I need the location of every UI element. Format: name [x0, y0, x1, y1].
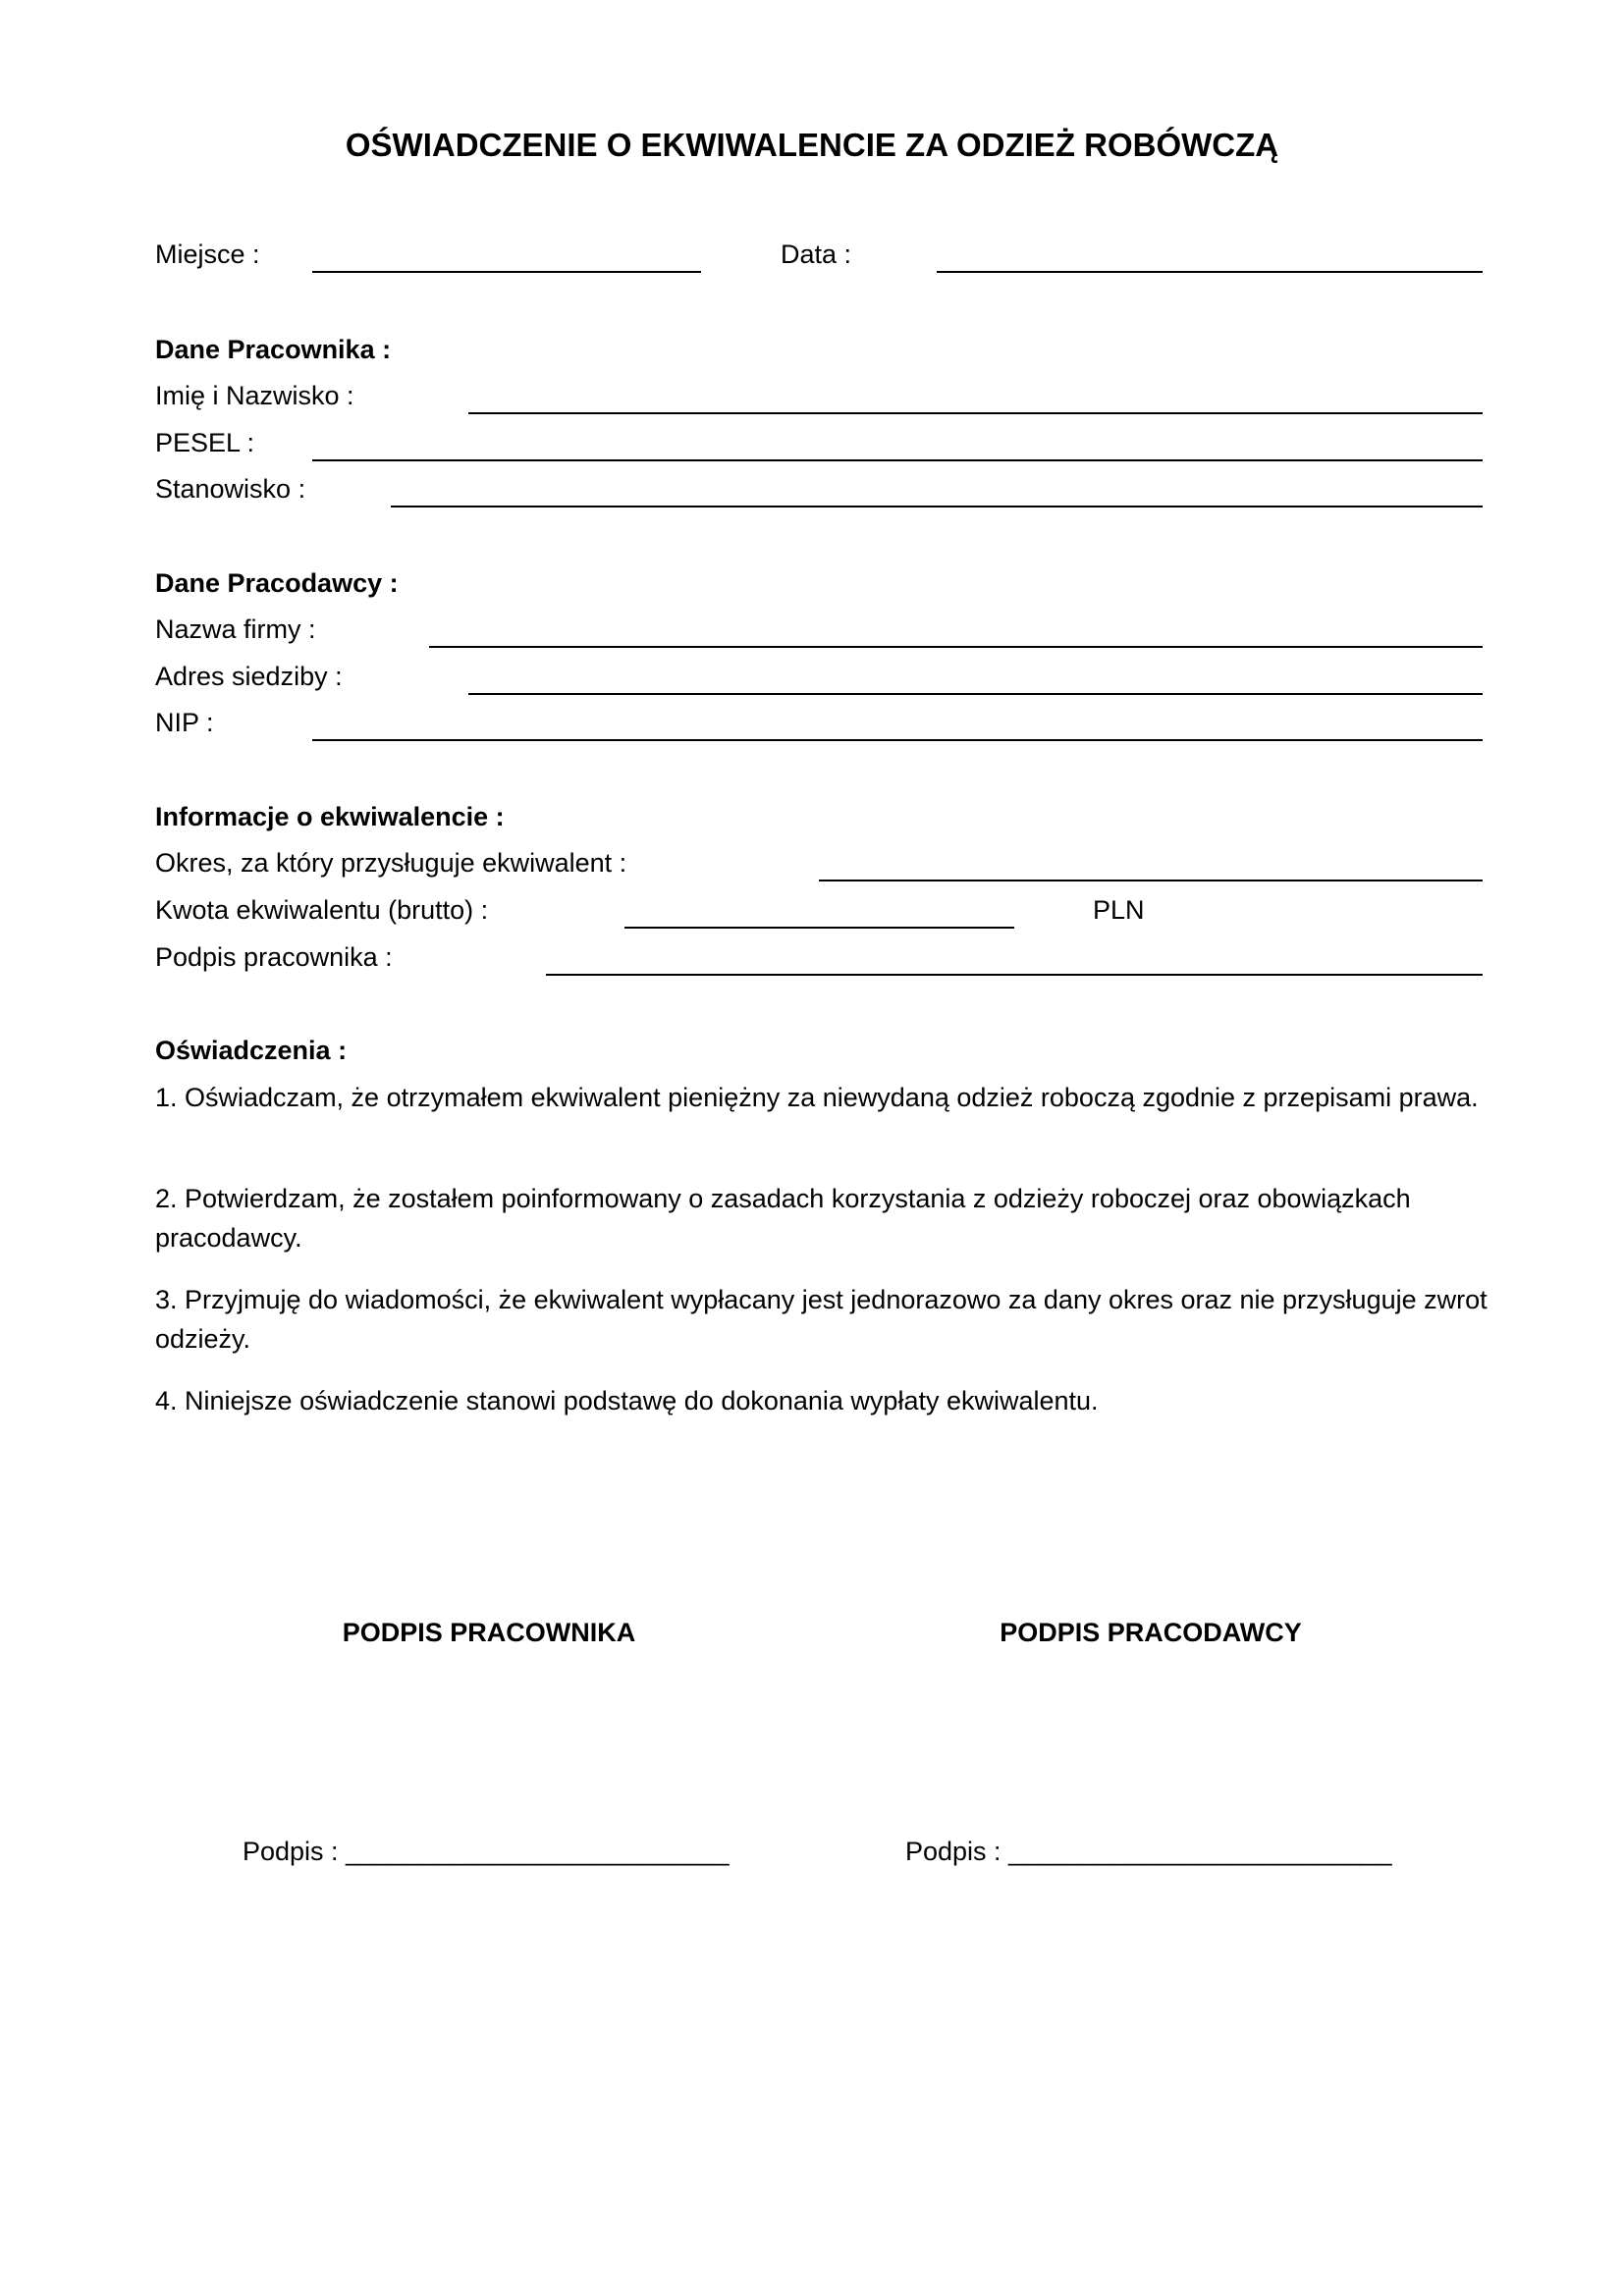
employee-signature-line[interactable]: Podpis : __________________________ — [243, 1837, 730, 1866]
place-label: Miejsce : — [155, 240, 260, 269]
statements-heading: Oświadczenia : — [155, 1036, 348, 1065]
statement-item: 2. Potwierdzam, że zostałem poinformowany o zasadach korzystania z odzieży roboczej oraz obowiązkach pracodawcy. — [155, 1184, 1411, 1253]
employer-heading: Dane Pracodawcy : — [155, 568, 399, 598]
pesel-label: PESEL : — [155, 428, 255, 457]
employee-signature-field[interactable] — [546, 974, 1483, 976]
employee-name-field[interactable] — [468, 412, 1483, 414]
position-field[interactable] — [391, 506, 1483, 507]
company-name-field[interactable] — [429, 646, 1483, 648]
nip-label: NIP : — [155, 708, 214, 737]
document-title: OŚWIADCZENIE O EKWIWALENCIE ZA ODZIEŻ ROBÓWCZĄ — [345, 127, 1279, 163]
employee-name-label: Imię i Nazwisko : — [155, 381, 354, 410]
employee-signature-heading: PODPIS PRACOWNIKA — [342, 1618, 636, 1647]
date-label: Data : — [781, 240, 852, 269]
date-field[interactable] — [937, 271, 1483, 273]
employer-signature-heading: PODPIS PRACODAWCY — [1000, 1618, 1302, 1647]
statement-item: 4. Niniejsze oświadczenie stanowi podstawę do dokonania wypłaty ekwiwalentu. — [155, 1386, 1099, 1415]
period-field[interactable] — [819, 880, 1483, 881]
statement-item: 1. Oświadczam, że otrzymałem ekwiwalent pieniężny za niewydaną odzież roboczą zgodnie z przepisami prawa. — [155, 1083, 1479, 1112]
statement-item: 3. Przyjmuję do wiadomości, że ekwiwalent wypłacany jest jednorazowo za dany okres oraz nie przysługuje zwrot odzieży. — [155, 1285, 1488, 1354]
employee-signature-label: Podpis pracownika : — [155, 942, 393, 972]
pesel-field[interactable] — [312, 459, 1483, 461]
amount-field[interactable] — [624, 927, 1014, 929]
company-address-label: Adres siedziby : — [155, 662, 343, 691]
nip-field[interactable] — [312, 739, 1483, 741]
employee-heading: Dane Pracownika : — [155, 335, 392, 364]
company-address-field[interactable] — [468, 693, 1483, 695]
employer-signature-line[interactable]: Podpis : __________________________ — [905, 1837, 1392, 1866]
company-name-label: Nazwa firmy : — [155, 614, 316, 644]
period-label: Okres, za który przysługuje ekwiwalent : — [155, 848, 627, 878]
currency-label: PLN — [1093, 895, 1145, 925]
equivalent-heading: Informacje o ekwiwalencie : — [155, 802, 505, 831]
position-label: Stanowisko : — [155, 474, 306, 504]
amount-label: Kwota ekwiwalentu (brutto) : — [155, 895, 489, 925]
place-field[interactable] — [312, 271, 701, 273]
